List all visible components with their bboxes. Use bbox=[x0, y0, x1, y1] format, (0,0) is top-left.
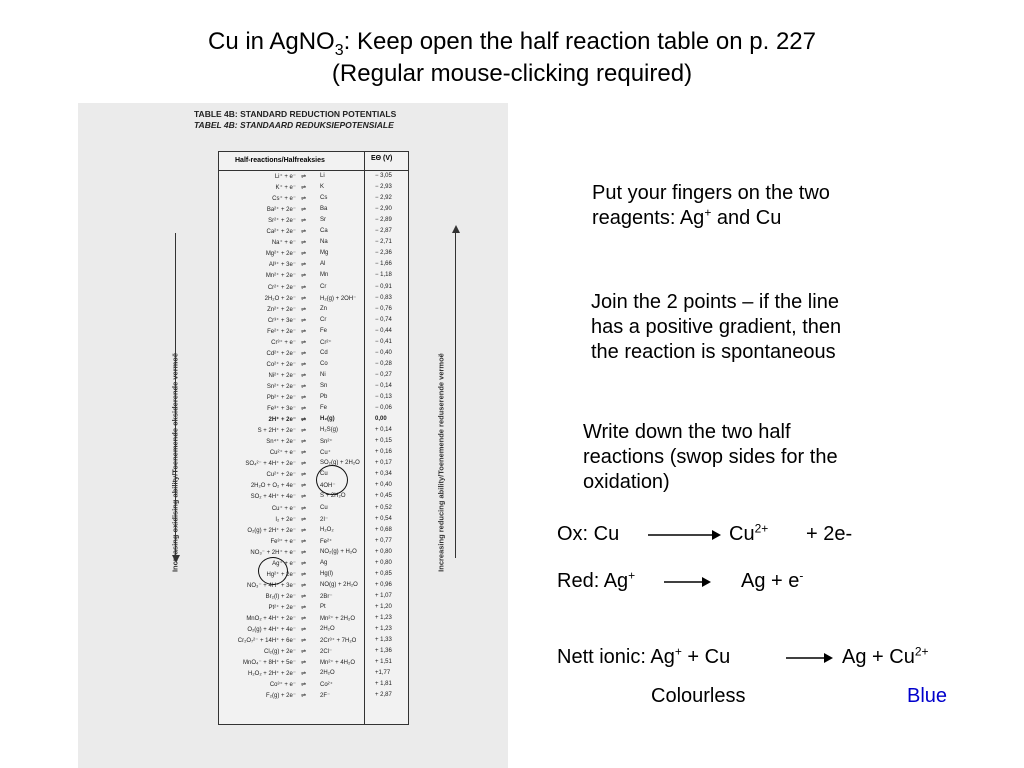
row-potential: − 0,76 bbox=[375, 305, 392, 312]
equilibrium-arrow-icon: ⇌ bbox=[301, 251, 307, 258]
table-row bbox=[219, 206, 408, 217]
table-row bbox=[219, 582, 408, 593]
equilibrium-arrow-icon: ⇌ bbox=[301, 185, 307, 192]
row-potential: +1,77 bbox=[375, 670, 391, 677]
row-oxidised-species: Fe²⁺ + 2e⁻ bbox=[267, 328, 296, 335]
row-reduced-species: Mn bbox=[320, 272, 329, 279]
row-reduced-species: Sn bbox=[320, 382, 328, 389]
row-reduced-species: Cu⁺ bbox=[320, 450, 331, 457]
row-reduced-species: NO₂(g) + H₂O bbox=[320, 548, 357, 555]
equilibrium-arrow-icon: ⇌ bbox=[301, 295, 307, 302]
row-potential: + 0,80 bbox=[375, 559, 392, 566]
table-row bbox=[219, 571, 408, 582]
row-oxidised-species: Co²⁺ + 2e⁻ bbox=[266, 361, 296, 368]
row-potential: − 0,40 bbox=[375, 349, 392, 356]
equilibrium-arrow-icon: ⇌ bbox=[301, 339, 307, 346]
red-arrow-icon bbox=[664, 575, 712, 589]
oxidation-electrons: + 2e- bbox=[806, 523, 853, 545]
row-reduced-species: 2F⁻ bbox=[320, 693, 331, 700]
oxidation-product: $Cu^{2+}$ bbox=[729, 521, 769, 545]
row-potential: + 0,16 bbox=[375, 449, 392, 456]
row-potential: − 0,13 bbox=[375, 394, 392, 400]
table-row bbox=[219, 250, 408, 261]
table-row bbox=[219, 427, 408, 438]
equilibrium-arrow-icon: ⇌ bbox=[301, 527, 307, 534]
row-oxidised-species: NO₃⁻ + 2H⁺ + e⁻ bbox=[250, 549, 296, 556]
table-row bbox=[219, 593, 408, 604]
equilibrium-arrow-icon: ⇌ bbox=[301, 604, 307, 611]
row-oxidised-species: Mg²⁺ + 2e⁻ bbox=[265, 251, 296, 258]
row-reduced-species: 2Br⁻ bbox=[320, 593, 333, 600]
row-reduced-species: K bbox=[320, 184, 325, 191]
row-potential: − 2,87 bbox=[375, 228, 392, 235]
table-row bbox=[219, 482, 408, 493]
row-reduced-species: Al bbox=[320, 261, 326, 268]
row-potential: + 0,45 bbox=[375, 493, 392, 500]
row-oxidised-species: Fe³⁺ + e⁻ bbox=[270, 538, 296, 545]
row-reduced-species: Cu bbox=[320, 471, 328, 478]
row-potential: − 0,28 bbox=[375, 360, 392, 367]
equilibrium-arrow-icon: ⇌ bbox=[301, 372, 307, 379]
equilibrium-arrow-icon: ⇌ bbox=[301, 273, 307, 280]
row-reduced-species: Mn²⁺ + 4H₂O bbox=[320, 660, 356, 667]
equilibrium-arrow-icon: ⇌ bbox=[301, 240, 307, 247]
equilibrium-arrow-icon: ⇌ bbox=[301, 461, 307, 468]
row-potential: + 2,87 bbox=[375, 692, 392, 699]
title-line-2: (Regular mouse-clicking required) bbox=[331, 60, 693, 87]
row-reduced-species: Pb bbox=[320, 394, 328, 400]
row-reduced-species: Zn bbox=[320, 305, 328, 312]
equilibrium-arrow-icon: ⇌ bbox=[301, 560, 307, 567]
row-oxidised-species: 2H₂O + O₂ + 4e⁻ bbox=[250, 483, 296, 490]
row-oxidised-species: Pb²⁺ + 2e⁻ bbox=[266, 395, 296, 401]
row-reduced-species: S + 2H₂O bbox=[320, 493, 346, 500]
table-row bbox=[219, 449, 408, 460]
row-potential: − 0,74 bbox=[375, 316, 392, 323]
row-potential: + 1,33 bbox=[375, 637, 392, 644]
row-potential: + 0,54 bbox=[375, 515, 392, 522]
table-row bbox=[219, 361, 408, 372]
right-side-label: Increasing reducing ability/Toenemende reduserende vermoë bbox=[436, 353, 446, 572]
row-reduced-species: H₂S(g) bbox=[320, 427, 338, 434]
equilibrium-arrow-icon: ⇌ bbox=[301, 472, 307, 479]
equilibrium-arrow-icon: ⇌ bbox=[301, 395, 307, 401]
row-oxidised-species: Co³⁺ + e⁻ bbox=[269, 682, 296, 689]
table-row bbox=[219, 239, 408, 250]
row-oxidised-species: Br₂(l) + 2e⁻ bbox=[265, 593, 296, 600]
reduction-product: Ag + e- bbox=[741, 568, 804, 592]
row-oxidised-species: H₂O₂ + 2H⁺ + 2e⁻ bbox=[247, 671, 296, 678]
reduction-label: Red: Ag+ bbox=[557, 568, 636, 592]
equilibrium-arrow-icon: ⇌ bbox=[301, 229, 307, 236]
row-potential: + 1,36 bbox=[375, 648, 392, 655]
equilibrium-arrow-icon: ⇌ bbox=[301, 284, 307, 291]
row-reduced-species: 2Cr³⁺ + 7H₂O bbox=[320, 638, 357, 645]
row-reduced-species: Cs bbox=[320, 195, 328, 202]
instruction-3: Write down the two half reactions (swop sides for the oxidation) bbox=[583, 421, 838, 493]
row-potential: − 1,18 bbox=[375, 272, 392, 279]
equilibrium-arrow-icon: ⇌ bbox=[301, 671, 307, 678]
row-reduced-species: Mn²⁺ + 2H₂O bbox=[320, 616, 356, 622]
row-reduced-species: Cu bbox=[320, 504, 328, 511]
equilibrium-arrow-icon: ⇌ bbox=[301, 317, 307, 324]
row-potential: + 1,23 bbox=[375, 615, 392, 621]
row-reduced-species: SO₂(g) + 2H₂O bbox=[320, 460, 360, 467]
row-reduced-species: Sr bbox=[320, 217, 326, 224]
row-potential: + 1,07 bbox=[375, 592, 392, 599]
equilibrium-arrow-icon: ⇌ bbox=[301, 207, 307, 214]
table-row bbox=[219, 560, 408, 571]
row-potential: − 2,90 bbox=[375, 206, 392, 213]
row-oxidised-species: Cu²⁺ + e⁻ bbox=[269, 450, 296, 457]
row-oxidised-species: Cr³⁺ + 3e⁻ bbox=[267, 317, 296, 324]
table-row bbox=[219, 516, 408, 527]
table-row bbox=[219, 339, 408, 350]
colour-blue: Blue bbox=[907, 685, 948, 707]
row-reduced-species: Ni bbox=[320, 371, 326, 378]
row-potential: + 0,77 bbox=[375, 537, 392, 544]
table-row bbox=[219, 549, 408, 560]
row-potential: + 1,20 bbox=[375, 603, 392, 610]
table-row bbox=[219, 692, 408, 703]
row-reduced-species: Na bbox=[320, 239, 328, 246]
row-reduced-species: Cr bbox=[320, 316, 327, 323]
row-potential: − 1,66 bbox=[375, 261, 392, 268]
row-oxidised-species: S + 2H⁺ + 2e⁻ bbox=[257, 428, 296, 435]
row-oxidised-species: Ni²⁺ + 2e⁻ bbox=[268, 372, 296, 379]
row-reduced-species: Fe bbox=[320, 405, 328, 412]
row-reduced-species: 2I⁻ bbox=[320, 516, 329, 523]
row-oxidised-species: Pt²⁺ + 2e⁻ bbox=[268, 604, 296, 611]
right-axis-line bbox=[455, 233, 456, 558]
row-oxidised-species: Cu⁺ + e⁻ bbox=[271, 505, 296, 512]
row-reduced-species: NO(g) + 2H₂O bbox=[320, 581, 358, 588]
table-row bbox=[219, 173, 408, 184]
equilibrium-arrow-icon: ⇌ bbox=[301, 417, 307, 424]
table-row bbox=[219, 460, 408, 471]
header-half-reactions: Half-reactions/Halfreaksies bbox=[235, 157, 325, 164]
nett-ionic-product: $Ag + Cu^{2+}$ bbox=[842, 644, 929, 668]
row-oxidised-species: MnO₄⁻ + 8H⁺ + 5e⁻ bbox=[243, 660, 296, 667]
row-reduced-species: Sn²⁺ bbox=[320, 439, 333, 446]
table-row bbox=[219, 615, 408, 626]
table-row bbox=[219, 405, 408, 416]
table-heading-afrikaans: TABEL 4B: STANDAARD REDUKSIEPOTENSIALE bbox=[194, 120, 394, 130]
row-potential: − 0,27 bbox=[375, 371, 392, 378]
row-potential: + 1,81 bbox=[375, 681, 392, 688]
row-reduced-species: 2H₂O bbox=[320, 626, 335, 633]
reduction-table bbox=[218, 151, 409, 725]
row-potential: − 0,41 bbox=[375, 338, 392, 345]
row-reduced-species: Ba bbox=[320, 206, 328, 213]
table-row bbox=[219, 505, 408, 516]
row-reduced-species: Fe bbox=[320, 327, 328, 334]
row-oxidised-species: Na⁺ + e⁻ bbox=[271, 240, 296, 247]
table-row bbox=[219, 670, 408, 681]
row-oxidised-species: Hg²⁺ + 2e⁻ bbox=[266, 571, 296, 578]
nett-arrow-icon bbox=[786, 651, 834, 665]
row-potential: − 3,05 bbox=[375, 173, 392, 179]
nett-ionic-label: Nett ionic: Ag+ + Cu bbox=[557, 644, 731, 668]
row-oxidised-species: Mn²⁺ + 2e⁻ bbox=[265, 273, 296, 280]
row-potential: − 2,36 bbox=[375, 250, 392, 257]
equilibrium-arrow-icon: ⇌ bbox=[301, 262, 307, 269]
row-reduced-species: 2Cl⁻ bbox=[320, 649, 333, 656]
row-potential: + 1,51 bbox=[375, 659, 392, 666]
row-potential: + 0,80 bbox=[375, 548, 392, 555]
row-potential: − 0,91 bbox=[375, 283, 392, 290]
row-potential: 0,00 bbox=[375, 416, 387, 423]
cu-circle-mark bbox=[316, 465, 348, 495]
row-oxidised-species: Ba²⁺ + 2e⁻ bbox=[266, 207, 296, 214]
equilibrium-arrow-icon: ⇌ bbox=[301, 693, 307, 700]
equilibrium-arrow-icon: ⇌ bbox=[301, 450, 307, 457]
row-oxidised-species: Cr³⁺ + e⁻ bbox=[271, 339, 296, 346]
row-potential: + 0,17 bbox=[375, 460, 392, 467]
equilibrium-arrow-icon: ⇌ bbox=[301, 660, 307, 667]
equilibrium-arrow-icon: ⇌ bbox=[301, 593, 307, 600]
oxidation-label: Ox: Cu bbox=[557, 523, 620, 545]
row-reduced-species: Pt bbox=[320, 603, 326, 610]
title-line-1: Cu in AgNO$_3$: Keep open the half reaction table on p. 227 bbox=[208, 28, 816, 59]
row-potential: − 0,83 bbox=[375, 294, 392, 301]
row-oxidised-species: Sr²⁺ + 2e⁻ bbox=[268, 218, 296, 225]
row-reduced-species: Cd bbox=[320, 349, 328, 356]
table-row bbox=[219, 383, 408, 394]
table-row bbox=[219, 295, 408, 306]
table-row bbox=[219, 538, 408, 549]
equilibrium-arrow-icon: ⇌ bbox=[301, 406, 307, 413]
equilibrium-arrow-icon: ⇌ bbox=[301, 383, 307, 390]
row-oxidised-species: MnO₂ + 4H⁺ + 2e⁻ bbox=[246, 616, 296, 622]
row-potential: + 0,14 bbox=[375, 427, 392, 434]
equilibrium-arrow-icon: ⇌ bbox=[301, 571, 307, 578]
colour-colourless: Colourless bbox=[651, 685, 746, 707]
table-row bbox=[219, 272, 408, 283]
equilibrium-arrow-icon: ⇌ bbox=[301, 361, 307, 368]
ox-arrow-icon bbox=[648, 528, 722, 542]
row-oxidised-species: SO₂ + 4H⁺ + 4e⁻ bbox=[250, 494, 296, 501]
ag-plus-circle-mark bbox=[258, 557, 288, 585]
table-row bbox=[219, 217, 408, 228]
table-row bbox=[219, 261, 408, 272]
table-row bbox=[219, 604, 408, 615]
row-potential: − 0,44 bbox=[375, 327, 392, 334]
row-oxidised-species: Cr²⁺ + 2e⁻ bbox=[267, 284, 296, 291]
row-potential: − 0,06 bbox=[375, 405, 392, 412]
equilibrium-arrow-icon: ⇌ bbox=[301, 516, 307, 523]
row-oxidised-species: Al³⁺ + 3e⁻ bbox=[268, 262, 296, 269]
arrow-up-icon bbox=[452, 225, 460, 233]
equilibrium-arrow-icon: ⇌ bbox=[301, 682, 307, 689]
row-potential: + 0,85 bbox=[375, 570, 392, 577]
equilibrium-arrow-icon: ⇌ bbox=[301, 549, 307, 556]
row-oxidised-species: Li⁺ + e⁻ bbox=[274, 174, 296, 180]
equilibrium-arrow-icon: ⇌ bbox=[301, 649, 307, 656]
table-row bbox=[219, 372, 408, 383]
equilibrium-arrow-icon: ⇌ bbox=[301, 196, 307, 203]
equilibrium-arrow-icon: ⇌ bbox=[301, 483, 307, 490]
equilibrium-arrow-icon: ⇌ bbox=[301, 350, 307, 357]
row-reduced-species: H₂O₂ bbox=[320, 526, 334, 533]
slide-title bbox=[0, 26, 1024, 90]
row-oxidised-species: Cu²⁺ + 2e⁻ bbox=[266, 472, 296, 479]
row-oxidised-species: F₂(g) + 2e⁻ bbox=[265, 693, 296, 700]
row-oxidised-species: Ag⁺ + e⁻ bbox=[272, 560, 296, 567]
table-row bbox=[219, 184, 408, 195]
row-potential: − 2,71 bbox=[375, 239, 392, 246]
row-reduced-species: 4OH⁻ bbox=[320, 483, 336, 490]
row-reduced-species: Li bbox=[320, 173, 325, 179]
table-row bbox=[219, 284, 408, 295]
row-oxidised-species: Sn²⁺ + 2e⁻ bbox=[266, 383, 296, 390]
row-reduced-species: Fe²⁺ bbox=[320, 538, 333, 545]
equilibrium-arrow-icon: ⇌ bbox=[301, 538, 307, 545]
row-oxidised-species: Cl₂(g) + 2e⁻ bbox=[263, 649, 296, 656]
reduction-potentials-scan bbox=[78, 103, 508, 768]
row-oxidised-species: K⁺ + e⁻ bbox=[275, 185, 296, 192]
row-oxidised-species: Cr₂O₇²⁻ + 14H⁺ + 6e⁻ bbox=[237, 638, 296, 645]
row-oxidised-species: Fe³⁺ + 3e⁻ bbox=[267, 406, 296, 413]
table-row bbox=[219, 350, 408, 361]
table-row bbox=[219, 493, 408, 504]
table-row bbox=[219, 416, 408, 427]
table-row bbox=[219, 648, 408, 659]
table-row bbox=[219, 328, 408, 339]
table-row bbox=[219, 228, 408, 239]
table-row bbox=[219, 317, 408, 328]
equilibrium-arrow-icon: ⇌ bbox=[301, 627, 307, 634]
row-potential: + 0,40 bbox=[375, 482, 392, 489]
table-row bbox=[219, 659, 408, 670]
row-oxidised-species: 2H⁺ + 2e⁻ bbox=[268, 417, 296, 424]
row-oxidised-species: Zn²⁺ + 2e⁻ bbox=[267, 306, 296, 313]
row-oxidised-species: Cs⁺ + e⁻ bbox=[272, 196, 296, 203]
equilibrium-arrow-icon: ⇌ bbox=[301, 494, 307, 501]
table-header bbox=[219, 152, 408, 171]
row-reduced-species: Ca bbox=[320, 228, 328, 235]
row-oxidised-species: O₂(g) + 4H⁺ + 4e⁻ bbox=[247, 627, 296, 634]
row-reduced-species: Cr bbox=[320, 283, 327, 290]
table-row bbox=[219, 681, 408, 692]
table-heading-english: TABLE 4B: STANDARD REDUCTION POTENTIALS bbox=[194, 109, 397, 119]
row-oxidised-species: I₂ + 2e⁻ bbox=[275, 516, 296, 523]
row-reduced-species: H₂(g) + 2OH⁻ bbox=[320, 295, 357, 302]
table-row bbox=[219, 394, 408, 405]
row-oxidised-species: 2H₂O + 2e⁻ bbox=[264, 295, 296, 302]
row-reduced-species: Cr²⁺ bbox=[320, 339, 332, 346]
equilibrium-arrow-icon: ⇌ bbox=[301, 616, 307, 622]
row-oxidised-species: Ca²⁺ + 2e⁻ bbox=[266, 229, 296, 236]
row-oxidised-species: SO₄²⁻ + 4H⁺ + 2e⁻ bbox=[245, 461, 296, 468]
row-reduced-species: H₂(g) bbox=[320, 416, 335, 423]
header-e-value: EΘ (V) bbox=[371, 155, 393, 162]
equilibrium-arrow-icon: ⇌ bbox=[301, 439, 307, 446]
row-potential: − 2,89 bbox=[375, 217, 392, 224]
row-potential: + 0,52 bbox=[375, 504, 392, 511]
row-reduced-species: Ag bbox=[320, 559, 328, 566]
row-potential: + 0,34 bbox=[375, 471, 392, 478]
row-reduced-species: Hg(l) bbox=[320, 570, 333, 577]
left-side-label: Increasing oxidising ability/Toenemende oksiderende vermoë bbox=[170, 352, 180, 573]
equilibrium-arrow-icon: ⇌ bbox=[301, 328, 307, 335]
table-row bbox=[219, 438, 408, 449]
table-row bbox=[219, 626, 408, 637]
row-potential: + 1,23 bbox=[375, 626, 392, 633]
equilibrium-arrow-icon: ⇌ bbox=[301, 582, 307, 589]
row-reduced-species: Co bbox=[320, 360, 328, 367]
instruction-1: Put your fingers on the two reagents: Ag+ and Cu bbox=[592, 182, 830, 229]
row-potential: − 0,14 bbox=[375, 382, 392, 389]
row-potential: + 0,96 bbox=[375, 581, 392, 588]
equilibrium-arrow-icon: ⇌ bbox=[301, 174, 307, 180]
row-oxidised-species: NO₃⁻ + 4H⁺ + 3e⁻ bbox=[247, 582, 296, 589]
table-row bbox=[219, 527, 408, 538]
row-reduced-species: 2H₂O bbox=[320, 670, 335, 677]
instruction-2: Join the 2 points – if the line has a positive gradient, then the reaction is spontaneous bbox=[591, 291, 842, 363]
table-row bbox=[219, 195, 408, 206]
row-oxidised-species: Cd²⁺ + 2e⁻ bbox=[266, 350, 296, 357]
equilibrium-arrow-icon: ⇌ bbox=[301, 218, 307, 225]
row-reduced-species: Mg bbox=[320, 250, 329, 257]
row-oxidised-species: Sn⁴⁺ + 2e⁻ bbox=[266, 439, 296, 446]
row-potential: − 2,92 bbox=[375, 195, 392, 202]
equilibrium-arrow-icon: ⇌ bbox=[301, 306, 307, 313]
equilibrium-arrow-icon: ⇌ bbox=[301, 505, 307, 512]
row-potential: + 0,15 bbox=[375, 438, 392, 445]
equilibrium-arrow-icon: ⇌ bbox=[301, 428, 307, 435]
row-oxidised-species: O₂(g) + 2H⁺ + 2e⁻ bbox=[247, 527, 296, 534]
equilibrium-arrow-icon: ⇌ bbox=[301, 638, 307, 645]
table-row bbox=[219, 471, 408, 482]
row-potential: + 0,68 bbox=[375, 526, 392, 533]
row-reduced-species: Co²⁺ bbox=[320, 682, 333, 689]
row-potential: − 2,93 bbox=[375, 184, 392, 191]
table-row bbox=[219, 637, 408, 648]
table-row bbox=[219, 306, 408, 317]
